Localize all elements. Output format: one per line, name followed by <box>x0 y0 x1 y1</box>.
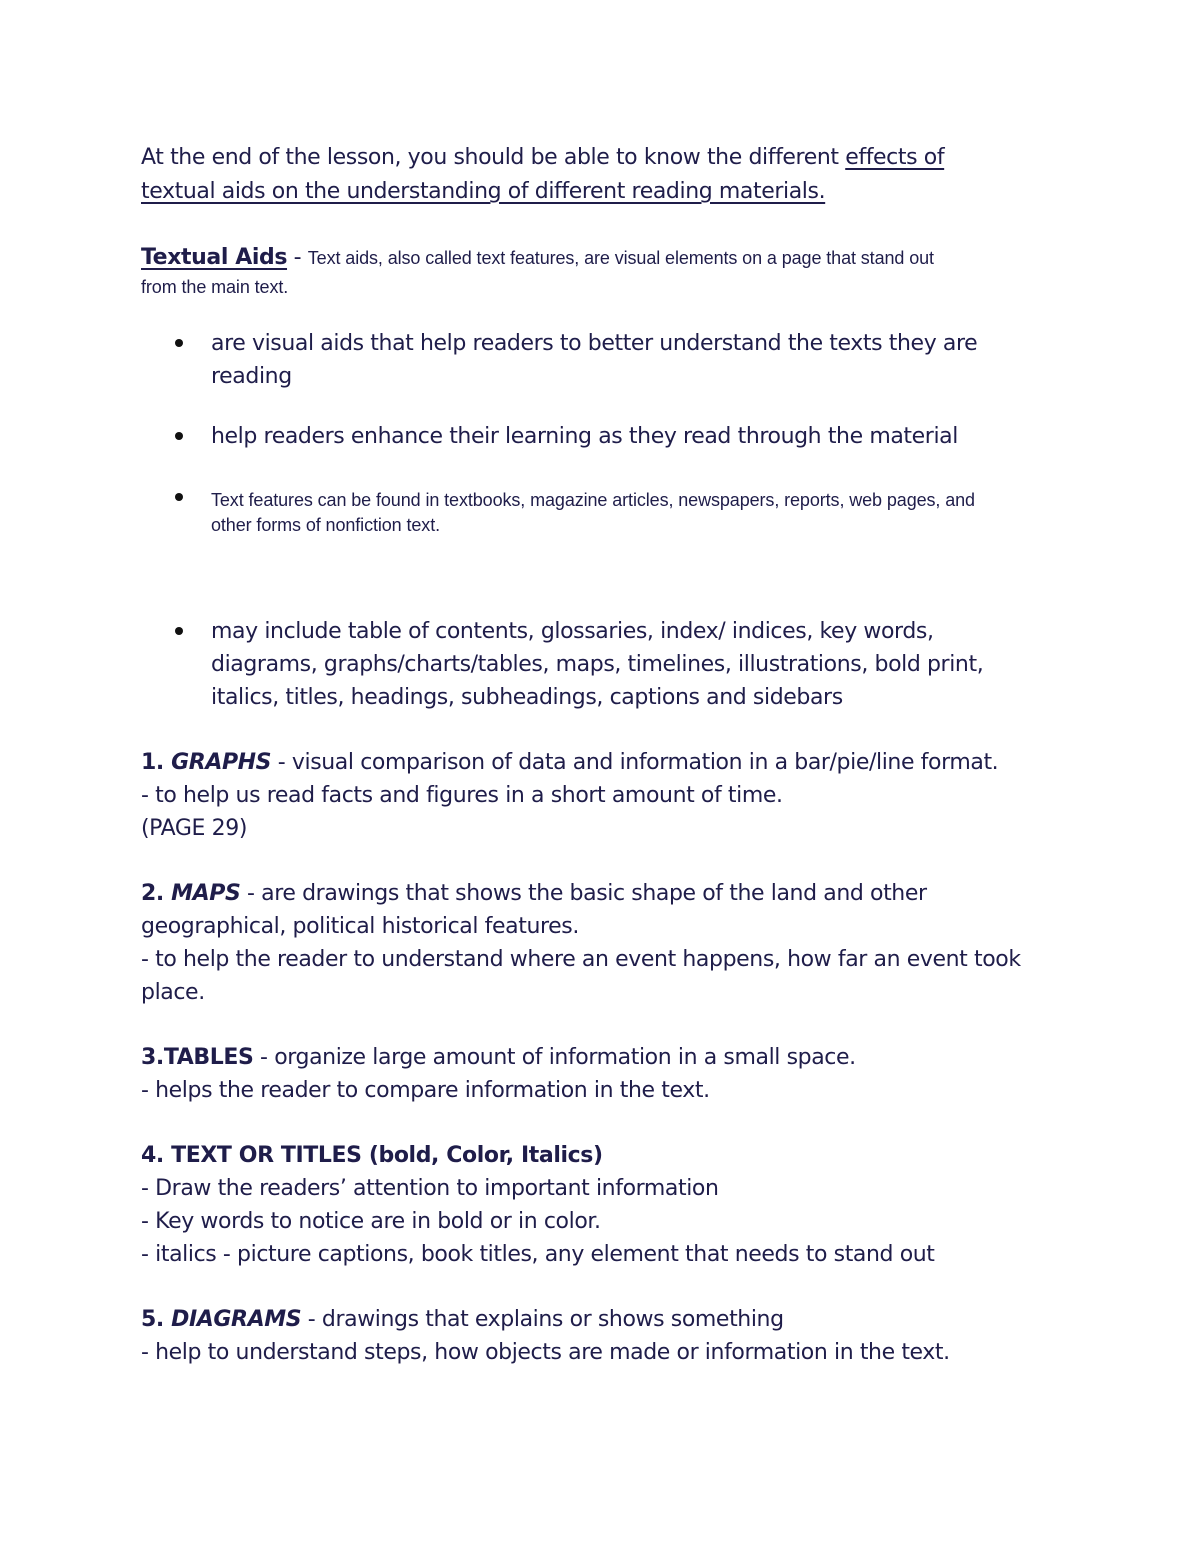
definition-text: Text aids, also called text features, are visual elements on a page that stand out <box>307 248 934 268</box>
section-number: 3. <box>141 1045 164 1070</box>
objective-line-1 <box>141 141 944 174</box>
section-text-titles-line-1: - Draw the readers’ attention to important information <box>141 1176 719 1201</box>
section-diagrams-heading <box>141 1303 784 1336</box>
bullet-1-line-1: are visual aids that help readers to better understand the texts they are <box>211 331 978 356</box>
section-number: 1. <box>141 750 172 775</box>
section-graphs-heading <box>141 746 998 779</box>
section-title: DIAGRAMS <box>171 1307 302 1332</box>
section-number: 5. <box>141 1307 172 1332</box>
section-tables-heading <box>141 1041 856 1074</box>
objective-line-2: textual aids on the understanding of different reading materials. <box>141 179 826 204</box>
section-title: GRAPHS <box>171 750 272 775</box>
definition-line-2: from the main text. <box>141 277 289 297</box>
section-number: 2. <box>141 881 172 906</box>
section-tables-line-1: - helps the reader to compare information in the text. <box>141 1078 710 1103</box>
section-graphs-line-2: (PAGE 29) <box>141 816 248 841</box>
section-title: MAPS <box>171 881 241 906</box>
definition-dash: - <box>287 245 308 270</box>
bullet-dot <box>175 339 183 347</box>
definition-line-1 <box>141 241 934 275</box>
bullet-4-line-3: italics, titles, headings, subheadings, captions and sidebars <box>211 685 843 710</box>
bullet-3-line-2: other forms of nonfiction text. <box>211 515 441 535</box>
section-text-titles-heading <box>141 1139 603 1172</box>
definition-term: Textual Aids <box>141 245 288 270</box>
objective-underlined-text: effects of <box>845 145 945 170</box>
section-maps-line-1: geographical, political historical features. <box>141 914 579 939</box>
section-maps-heading <box>141 877 927 910</box>
bullet-dot <box>175 493 183 501</box>
section-desc: - organize large amount of information in a small space. <box>253 1045 856 1070</box>
objective-text: At the end of the lesson, you should be able to know the different <box>141 145 846 170</box>
section-text-titles-line-2: - Key words to notice are in bold or in color. <box>141 1209 601 1234</box>
section-desc: - are drawings that shows the basic shape of the land and other <box>240 881 927 906</box>
bullet-1-line-2: reading <box>211 364 292 389</box>
bullet-4-line-1: may include table of contents, glossaries, index/ indices, key words, <box>211 619 934 644</box>
section-title: TABLES <box>163 1045 254 1070</box>
section-maps-line-2: - to help the reader to understand where an event happens, how far an event took <box>141 947 1021 972</box>
bullet-2-line-1: help readers enhance their learning as they read through the material <box>211 424 958 449</box>
section-maps-line-3: place. <box>141 980 205 1005</box>
section-desc: - visual comparison of data and information in a bar/pie/line format. <box>271 750 999 775</box>
section-number: 4. <box>141 1143 172 1168</box>
bullet-3-line-1: Text features can be found in textbooks, magazine articles, newspapers, reports, web pages, and <box>211 490 975 510</box>
section-text-titles-line-3: - italics - picture captions, book titles, any element that needs to stand out <box>141 1242 935 1267</box>
section-diagrams-line-1: - help to understand steps, how objects are made or information in the text. <box>141 1340 950 1365</box>
bullet-4-line-2: diagrams, graphs/charts/tables, maps, timelines, illustrations, bold print, <box>211 652 984 677</box>
section-graphs-line-1: - to help us read facts and figures in a short amount of time. <box>141 783 783 808</box>
section-desc: - drawings that explains or shows something <box>301 1307 784 1332</box>
bullet-dot <box>175 627 183 635</box>
section-title: TEXT OR TITLES (bold, Color, Italics) <box>171 1143 603 1168</box>
bullet-dot <box>175 432 183 440</box>
